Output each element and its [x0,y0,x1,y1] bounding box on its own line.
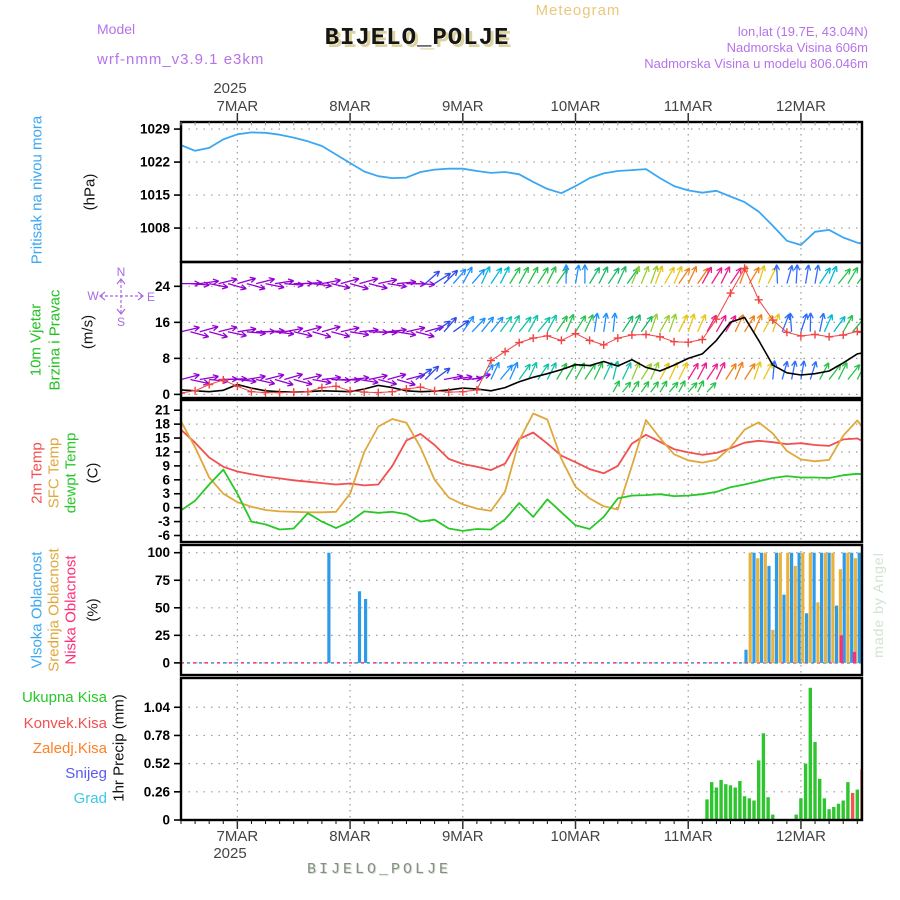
app-title: Meteogram [535,2,621,19]
cloud-low-label: Niska Oblacnost [62,555,80,665]
svg-text:0.78: 0.78 [143,728,170,743]
svg-text:50: 50 [154,600,170,616]
svg-text:1008: 1008 [139,220,170,236]
svg-text:3: 3 [162,486,170,502]
precip-snow-label: Snijeg [65,765,107,782]
page-title: BIJELO_POLJE [324,25,510,52]
svg-text:8: 8 [162,350,170,366]
pressure-unit-label: (hPa) [81,173,99,211]
svg-text:W: W [87,289,99,303]
svg-text:25: 25 [154,627,170,643]
svg-text:1029: 1029 [139,121,170,137]
wind-unit-label: (m/s) [79,314,97,350]
svg-text:12: 12 [154,444,170,460]
precip-convective-label: Konvek.Kisa [23,715,107,732]
svg-text:12MAR: 12MAR [775,828,826,845]
svg-text:7MAR: 7MAR [216,828,259,845]
svg-text:15: 15 [154,430,170,446]
svg-text:7MAR: 7MAR [216,98,259,115]
svg-text:11MAR: 11MAR [663,828,713,845]
svg-text:12MAR: 12MAR [775,98,826,115]
svg-text:N: N [116,265,126,279]
cloud-unit-label: (%) [84,598,102,622]
svg-text:0: 0 [162,500,170,516]
svg-text:-3: -3 [157,514,170,530]
svg-text:0: 0 [162,386,170,402]
svg-text:21: 21 [154,402,170,418]
svg-text:2025: 2025 [213,80,247,97]
wind-axis-label-1: 10m Vjetar [27,303,45,377]
wind-axis-label-2: Brzina i Pravac [46,289,64,391]
precip-axis-label: 1hr Precip (mm) [110,694,128,802]
svg-text:11MAR: 11MAR [663,98,713,115]
lonlat-text: lon,lat (19.7E, 43.04N) [737,24,868,39]
svg-text:1022: 1022 [139,154,170,170]
temp-unit-label: (C) [84,462,102,484]
svg-text:1015: 1015 [139,187,170,203]
svg-text:9MAR: 9MAR [441,98,484,115]
temp-sfc-label: SFC Temp [45,437,63,509]
cloud-high-label: Vlsoka Oblacnost [28,551,46,669]
temp-dewpt-label: dewpt Temp [62,432,80,514]
watermark: made by Angel [870,552,886,658]
svg-text:0: 0 [162,655,170,671]
svg-text:E: E [146,290,156,304]
svg-text:24: 24 [154,278,170,294]
svg-text:9: 9 [162,458,170,474]
svg-text:100: 100 [147,545,170,561]
svg-text:9MAR: 9MAR [441,828,484,845]
svg-text:0.52: 0.52 [143,756,170,772]
svg-text:8MAR: 8MAR [329,98,371,115]
precip-total-label: Ukupna Kisa [21,689,107,706]
svg-text:8MAR: 8MAR [329,828,371,845]
svg-text:10MAR: 10MAR [550,98,601,115]
svg-text:10MAR: 10MAR [550,828,601,845]
svg-text:2025: 2025 [213,845,247,862]
elevation-text: Nadmorska Visina 606m [726,40,868,55]
svg-text:S: S [116,315,126,329]
svg-text:75: 75 [154,572,170,588]
precip-hail-label: Grad [73,790,107,807]
temp-2m-label: 2m Temp [28,442,46,504]
model-label: Model [97,21,136,37]
svg-text:6: 6 [162,472,170,488]
footer-station-name: BIJELO_POLJE [307,861,452,878]
pressure-axis-label: Pritisak na nivou mora [28,115,46,265]
model-elevation-text: Nadmorska Visina u modelu 806.046m [644,56,868,71]
svg-text:16: 16 [154,314,170,330]
svg-text:18: 18 [154,416,170,432]
model-name: wrf-nmm_v3.9.1 e3km [97,51,265,68]
cloud-mid-label: Srednja Oblacnost [45,548,63,672]
svg-text:0: 0 [162,812,170,828]
svg-text:1.04: 1.04 [143,699,170,715]
svg-text:-6: -6 [157,528,170,543]
svg-text:0.26: 0.26 [143,784,170,800]
precip-frozen-label: Zaledj.Kisa [32,740,107,757]
